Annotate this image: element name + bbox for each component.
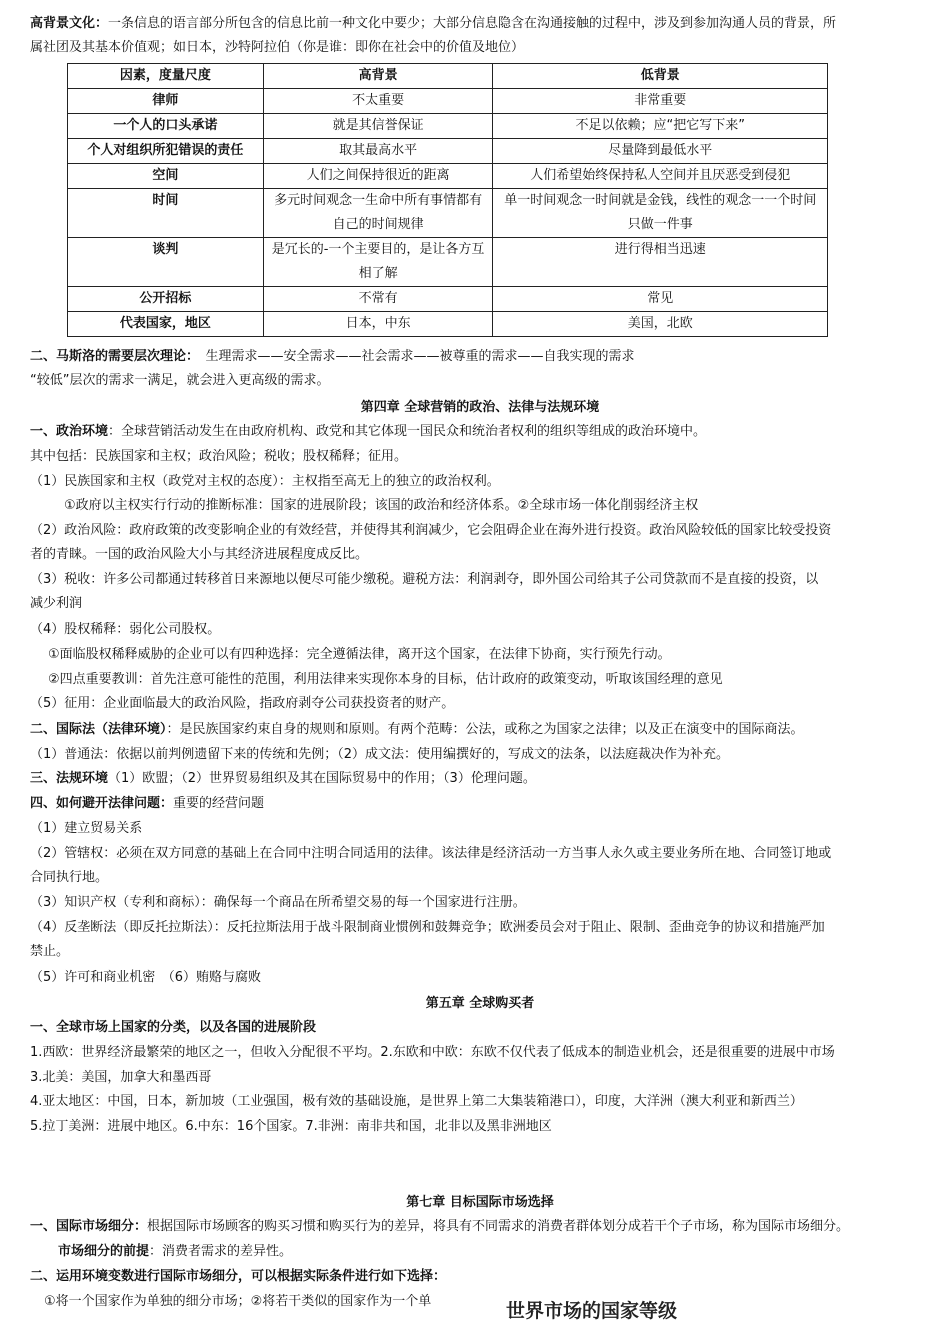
ch5-r3: 4.亚太地区：中国，日本，新加坡（工业强国，极有效的基础设施，是世界上第二大集装箱港口），印度，大洋洲（澳大利亚和新西兰） bbox=[30, 1094, 803, 1109]
maslow-line-2: “较低”层次的需求一满足，就会进入更高级的需求。 bbox=[30, 373, 330, 388]
ch5-r1: 1.西欧：世界经济最繁荣的地区之一，但收入分配很不平均。2.东欧和中欧：东欧不仅代表了低成本的制造业机会，还是很重要的进展中市场 bbox=[30, 1045, 835, 1060]
ch4-s4 bbox=[30, 792, 930, 816]
ch4-p3b: 减少利润 bbox=[30, 596, 83, 611]
context-culture-table bbox=[67, 63, 828, 337]
ch7-s1-text: 根据国际市场顾客的购买习惯和购买行为的差异，将具有不同需求的消费者群体划分成若干个子市场，称为国际市场细分。 bbox=[147, 1219, 850, 1234]
ch4-s4-label: 四、如何避开法律问题： bbox=[30, 796, 174, 811]
ch4-p1a: ①政府以主权实行行动的推断标准：国家的进展阶段；该国的政治和经济体系。②全球市场一体化削弱经济主权 bbox=[64, 498, 699, 513]
ch4-s1-includes: 其中包括：民族国家和主权；政治风险；税收；股权稀释；征用。 bbox=[30, 449, 408, 464]
table-header: 因素，度量尺度 bbox=[68, 64, 264, 89]
ch7-s1b-text: ：消费者需求的差异性。 bbox=[149, 1244, 293, 1259]
ch7-s2a: ①将一个国家作为单独的细分市场；②将若干类似的国家作为一个单 bbox=[44, 1294, 432, 1309]
ch4-s2-sub: （1）普通法：依据以前判例遗留下来的传统和先例；（2）成文法：使用编撰好的，写成文的法条，以法庭裁决作为补充。 bbox=[30, 747, 730, 762]
table-cell-high: 不常有 bbox=[263, 287, 493, 312]
ch4-p2b: 者的青睐。一国的政治风险大小与其经济进展程度成反比。 bbox=[30, 547, 369, 562]
ch4-p4a: ①面临股权稀释威胁的企业可以有四种选择：完全遵循法律，离开这个国家，在法律下协商，实行预先行动。 bbox=[48, 647, 671, 662]
table-header-row bbox=[68, 64, 828, 89]
table-cell-high: 不太重要 bbox=[263, 89, 493, 114]
table-row bbox=[68, 114, 828, 139]
intro-line-1 bbox=[30, 12, 930, 36]
ch4-s1 bbox=[30, 420, 930, 444]
ch4-s3 bbox=[30, 767, 930, 791]
table-cell-factor: 时间 bbox=[68, 189, 264, 238]
ch4-s3-label: 三、法规环境 bbox=[30, 771, 109, 786]
table-cell-low: 不足以依赖；应“把它写下来” bbox=[493, 114, 828, 139]
ch4-q5: （5）许可和商业机密 （6）贿赂与腐败 bbox=[30, 970, 262, 985]
table-header: 低背景 bbox=[493, 64, 828, 89]
intro-label: 高背景文化： bbox=[30, 16, 109, 31]
ch4-q3: （3）知识产权（专利和商标）：确保每一个商品在所希望交易的每一个国家进行注册。 bbox=[30, 895, 526, 910]
ch4-s1-text: ：全球营销活动发生在由政府机构、政党和其它体现一国民众和统治者权利的组织等组成的政治环境中。 bbox=[108, 424, 707, 439]
table-row bbox=[68, 189, 828, 238]
table-cell-low: 人们希望始终保持私人空间并且厌恶受到侵犯 bbox=[493, 164, 828, 189]
ch4-s3-text: （1）欧盟；（2）世界贸易组织及其在国际贸易中的作用；（3）伦理问题。 bbox=[108, 771, 536, 786]
ch4-s2-label: 二、国际法（法律环境） bbox=[30, 722, 167, 737]
table-cell-high: 多元时间观念一生命中所有事情都有自己的时间规律 bbox=[263, 189, 493, 238]
ch4-s1-label: 一、政治环境 bbox=[30, 424, 109, 439]
ch4-p4: （4）股权稀释：弱化公司股权。 bbox=[30, 622, 221, 637]
maslow-text: 生理需求——安全需求——社会需求——被尊重的需求——自我实现的需求 bbox=[205, 349, 635, 364]
ch4-p5: （5）征用：企业面临最大的政治风险，指政府剥夺公司获投资者的财产。 bbox=[30, 696, 455, 711]
ch4-p2a: （2）政治风险：政府政策的改变影响企业的有效经营，并使得其利润减少，它会阻碍企业在海外进行投资。政治风险较低的国家比较受投资 bbox=[30, 523, 832, 538]
table-cell-high: 人们之间保持很近的距离 bbox=[263, 164, 493, 189]
table-cell-factor: 代表国家，地区 bbox=[68, 312, 264, 337]
intro-text-1: 一条信息的语言部分所包含的信息比前一种文化中要少；大部分信息隐含在沟通接触的过程中，涉及到参加沟通人员的背景，所 bbox=[108, 16, 837, 31]
table-cell-high: 是冗长的-一个主要目的，是让各方互相了解 bbox=[263, 238, 493, 287]
ch4-q1: （1）建立贸易关系 bbox=[30, 821, 143, 836]
ch4-q2a: （2）管辖权：必须在双方同意的基础上在合同中注明合同适用的法律。该法律是经济活动一方当事人永久或主要业务所在地、合同签订地或 bbox=[30, 846, 832, 861]
table-cell-low: 尽量降到最低水平 bbox=[493, 139, 828, 164]
ch4-p4b: ②四点重要教训：首先注意可能性的范围，利用法律来实现你本身的目标，估计政府的政策变动，听取该国经理的意见 bbox=[48, 672, 723, 687]
ch5-r4: 5.拉丁美洲：进展中地区。6.中东：16个国家。7.非洲：南非共和国，北非以及黑非洲地区 bbox=[30, 1119, 552, 1134]
maslow-line bbox=[30, 345, 930, 369]
chapter-5-title: 第五章 全球购买者 bbox=[425, 996, 535, 1011]
ch4-p3a: （3）税收：许多公司都通过转移首日来源地以便尽可能少缴税。避税方法：利润剥夺，即外国公司给其子公司贷款而不是直接的投资，以 bbox=[30, 572, 819, 587]
ch4-s2 bbox=[30, 718, 930, 742]
maslow-label: 二、马斯洛的需要层次理论： bbox=[30, 349, 193, 364]
table-cell-factor: 个人对组织所犯错误的责任 bbox=[68, 139, 264, 164]
table-row bbox=[68, 287, 828, 312]
table-cell-factor: 律师 bbox=[68, 89, 264, 114]
table-row bbox=[68, 89, 828, 114]
ch4-p1: （1）民族国家和主权（政党对主权的态度）：主权指至高无上的独立的政治权利。 bbox=[30, 474, 500, 489]
table-header: 高背景 bbox=[263, 64, 493, 89]
table-cell-low: 进行得相当迅速 bbox=[493, 238, 828, 287]
ch4-s2-text: ：是民族国家约束自身的规则和原则。有两个范畴：公法，或称之为国家之法律；以及正在演变中的国际商法。 bbox=[166, 722, 804, 737]
table-cell-factor: 空间 bbox=[68, 164, 264, 189]
ch4-s4-text: 重要的经营问题 bbox=[173, 796, 265, 811]
table-cell-factor: 公开招标 bbox=[68, 287, 264, 312]
ch5-s1: 一、全球市场上国家的分类，以及各国的进展阶段 bbox=[30, 1020, 317, 1035]
table-cell-factor: 一个人的口头承诺 bbox=[68, 114, 264, 139]
table-cell-high: 取其最高水平 bbox=[263, 139, 493, 164]
table-cell-factor: 谈判 bbox=[68, 238, 264, 287]
ch7-s2: 二、运用环境变数进行国际市场细分，可以根据实际条件进行如下选择： bbox=[30, 1269, 447, 1284]
table-cell-low: 美国，北欧 bbox=[493, 312, 828, 337]
ch5-r2: 3.北美：美国，加拿大和墨西哥 bbox=[30, 1070, 212, 1085]
table-row bbox=[68, 164, 828, 189]
table-row bbox=[68, 312, 828, 337]
chapter-7-title: 第七章 目标国际市场选择 bbox=[406, 1195, 554, 1210]
table-cell-low: 单一时间观念一时间就是金钱，线性的观念一一个时间只做一件事 bbox=[493, 189, 828, 238]
table-cell-low: 常见 bbox=[493, 287, 828, 312]
table-cell-high: 日本，中东 bbox=[263, 312, 493, 337]
table-row bbox=[68, 139, 828, 164]
ch7-s1-label: 一、国际市场细分： bbox=[30, 1219, 148, 1234]
ch4-q4b: 禁止。 bbox=[30, 944, 70, 959]
ch7-s1 bbox=[30, 1215, 930, 1239]
ch7-s1b-label: 市场细分的前提 bbox=[58, 1244, 150, 1259]
figure-caption-image-text: 世界市场的国家等级 bbox=[506, 1300, 678, 1322]
ch7-s1b bbox=[58, 1240, 930, 1264]
chapter-4-title: 第四章 全球营销的政治、法律与法规环境 bbox=[360, 400, 600, 415]
table-cell-high: 就是其信誉保证 bbox=[263, 114, 493, 139]
ch4-q2b: 合同执行地。 bbox=[30, 870, 109, 885]
table-cell-low: 非常重要 bbox=[493, 89, 828, 114]
table-row bbox=[68, 238, 828, 287]
ch4-q4a: （4）反垄断法（即反托拉斯法）：反托拉斯法用于战斗限制商业惯例和鼓舞竞争；欧洲委员会对于阻止、限制、歪曲竞争的协议和措施严加 bbox=[30, 920, 825, 935]
intro-line-2: 属社团及其基本价值观；如日本，沙特阿拉伯（你是谁：即你在社会中的价值及地位） bbox=[30, 40, 525, 55]
